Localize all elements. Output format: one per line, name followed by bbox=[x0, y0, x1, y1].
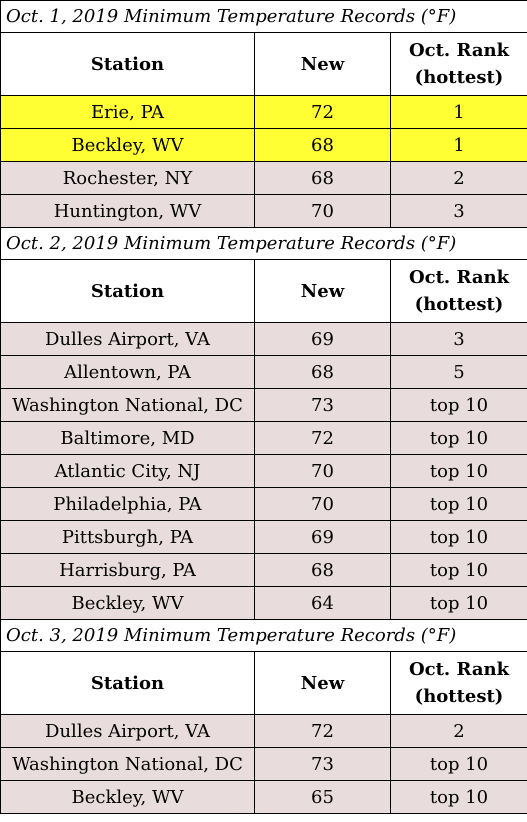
new-column-header: New bbox=[255, 260, 391, 323]
new-temp-cell: 70 bbox=[255, 488, 391, 521]
rank-column-header bbox=[391, 33, 527, 96]
rank-cell: top 10 bbox=[391, 422, 527, 455]
new-temp-cell: 68 bbox=[255, 162, 391, 195]
new-column-header: New bbox=[255, 33, 391, 96]
rank-cell: top 10 bbox=[391, 389, 527, 422]
station-column-header: Station bbox=[1, 652, 255, 715]
new-temp-cell: 68 bbox=[255, 554, 391, 587]
station-cell: Beckley, WV bbox=[1, 129, 255, 162]
rank-header-line1: Oct. Rank bbox=[408, 267, 510, 288]
table-row bbox=[1, 162, 527, 195]
station-cell: Pittsburgh, PA bbox=[1, 521, 255, 554]
rank-column-header bbox=[391, 652, 527, 715]
new-temp-cell: 73 bbox=[255, 389, 391, 422]
new-temp-cell: 69 bbox=[255, 323, 391, 356]
station-cell: Washington National, DC bbox=[1, 748, 255, 781]
section-title-row bbox=[1, 620, 527, 652]
station-cell: Erie, PA bbox=[1, 96, 255, 129]
column-header-row bbox=[1, 33, 527, 96]
rank-cell: top 10 bbox=[391, 554, 527, 587]
new-temp-cell: 68 bbox=[255, 129, 391, 162]
table-row bbox=[1, 323, 527, 356]
station-cell: Atlantic City, NJ bbox=[1, 455, 255, 488]
rank-cell: 3 bbox=[391, 323, 527, 356]
station-cell: Dulles Airport, VA bbox=[1, 323, 255, 356]
new-temp-cell: 70 bbox=[255, 455, 391, 488]
rank-cell: 1 bbox=[391, 96, 527, 129]
table-row bbox=[1, 781, 527, 814]
station-cell: Beckley, WV bbox=[1, 587, 255, 620]
rank-cell: top 10 bbox=[391, 748, 527, 781]
station-cell: Dulles Airport, VA bbox=[1, 715, 255, 748]
station-column-header: Station bbox=[1, 33, 255, 96]
table-row bbox=[1, 356, 527, 389]
station-cell: Rochester, NY bbox=[1, 162, 255, 195]
section-title-row bbox=[1, 228, 527, 260]
table-row bbox=[1, 129, 527, 162]
station-cell: Baltimore, MD bbox=[1, 422, 255, 455]
table-row bbox=[1, 96, 527, 129]
station-cell: Harrisburg, PA bbox=[1, 554, 255, 587]
station-cell: Philadelphia, PA bbox=[1, 488, 255, 521]
table-row bbox=[1, 554, 527, 587]
table-row bbox=[1, 422, 527, 455]
table-row bbox=[1, 587, 527, 620]
station-cell: Allentown, PA bbox=[1, 356, 255, 389]
new-temp-cell: 72 bbox=[255, 422, 391, 455]
rank-cell: 1 bbox=[391, 129, 527, 162]
rank-cell: top 10 bbox=[391, 587, 527, 620]
new-temp-cell: 72 bbox=[255, 715, 391, 748]
rank-column-header bbox=[391, 260, 527, 323]
table-row bbox=[1, 195, 527, 228]
station-column-header: Station bbox=[1, 260, 255, 323]
table-row bbox=[1, 488, 527, 521]
rank-header-line1: Oct. Rank bbox=[408, 659, 510, 680]
new-temp-cell: 65 bbox=[255, 781, 391, 814]
rank-cell: 2 bbox=[391, 162, 527, 195]
new-temp-cell: 70 bbox=[255, 195, 391, 228]
new-temp-cell: 69 bbox=[255, 521, 391, 554]
table-row bbox=[1, 715, 527, 748]
records-body bbox=[1, 1, 527, 814]
new-column-header: New bbox=[255, 652, 391, 715]
rank-cell: top 10 bbox=[391, 488, 527, 521]
rank-header-line2: (hottest) bbox=[414, 67, 504, 88]
rank-cell: top 10 bbox=[391, 521, 527, 554]
table-row bbox=[1, 521, 527, 554]
rank-cell: top 10 bbox=[391, 455, 527, 488]
station-cell: Beckley, WV bbox=[1, 781, 255, 814]
rank-header-line2: (hottest) bbox=[414, 686, 504, 707]
station-cell: Washington National, DC bbox=[1, 389, 255, 422]
section-title: Oct. 1, 2019 Minimum Temperature Records (°F) bbox=[1, 1, 527, 33]
table-row bbox=[1, 455, 527, 488]
rank-cell: top 10 bbox=[391, 781, 527, 814]
section-title-row bbox=[1, 1, 527, 33]
table-row bbox=[1, 748, 527, 781]
column-header-row bbox=[1, 652, 527, 715]
new-temp-cell: 64 bbox=[255, 587, 391, 620]
new-temp-cell: 73 bbox=[255, 748, 391, 781]
rank-cell: 5 bbox=[391, 356, 527, 389]
table-row bbox=[1, 389, 527, 422]
rank-header-line2: (hottest) bbox=[414, 294, 504, 315]
new-temp-cell: 68 bbox=[255, 356, 391, 389]
section-title: Oct. 3, 2019 Minimum Temperature Records (°F) bbox=[1, 620, 527, 652]
rank-header-line1: Oct. Rank bbox=[408, 40, 510, 61]
rank-cell: 3 bbox=[391, 195, 527, 228]
section-title: Oct. 2, 2019 Minimum Temperature Records (°F) bbox=[1, 228, 527, 260]
new-temp-cell: 72 bbox=[255, 96, 391, 129]
column-header-row bbox=[1, 260, 527, 323]
station-cell: Huntington, WV bbox=[1, 195, 255, 228]
rank-cell: 2 bbox=[391, 715, 527, 748]
